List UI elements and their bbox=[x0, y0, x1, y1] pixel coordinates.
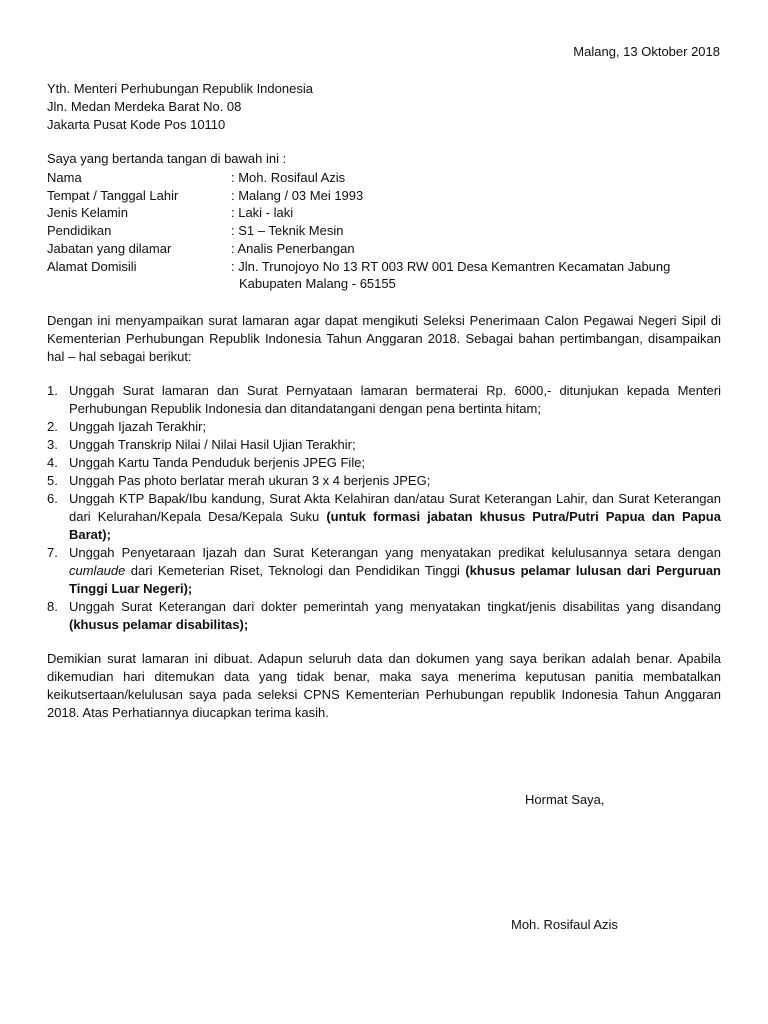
intro-line: Saya yang bertanda tangan di bawah ini : bbox=[47, 151, 287, 166]
list-text-italic: cumlaude bbox=[69, 563, 126, 578]
list-number: 4. bbox=[47, 455, 58, 470]
field-row-pendidikan bbox=[47, 222, 727, 240]
list-item bbox=[47, 418, 721, 436]
list-text-bold: (khusus pelamar lulusan dari Perguruan Tinggi Luar Negeri); bbox=[69, 563, 721, 596]
field-label: Jenis Kelamin bbox=[47, 205, 128, 221]
list-item bbox=[47, 598, 721, 634]
list-text-bold: (untuk formasi jabatan khusus Putra/Putri Papua dan Papua Barat); bbox=[69, 509, 721, 542]
list-text-plain: Unggah Surat Keterangan dari dokter pemerintah yang menyatakan tingkat/jenis disabilitas yang disandang bbox=[69, 599, 721, 614]
field-value: : Laki - laki bbox=[231, 205, 294, 221]
field-value: : Jln. Trunojoyo No 13 RT 003 RW 001 Desa Kemantren Kecamatan Jabung bbox=[231, 258, 671, 274]
field-value: : S1 – Teknik Mesin bbox=[231, 223, 344, 239]
list-text: Unggah Kartu Tanda Penduduk berjenis JPEG File; bbox=[69, 455, 366, 470]
list-item bbox=[47, 472, 721, 490]
list-number: 7. bbox=[47, 545, 58, 560]
field-row-nama bbox=[47, 169, 727, 187]
letter-date: Malang, 13 Oktober 2018 bbox=[573, 44, 720, 59]
list-item bbox=[47, 454, 721, 472]
requirements-list bbox=[47, 382, 721, 634]
field-label: Jabatan yang dilamar bbox=[47, 240, 172, 256]
list-text bbox=[69, 598, 721, 634]
field-row-jabatan bbox=[47, 240, 727, 258]
field-label: Alamat Domisili bbox=[47, 258, 137, 274]
field-value: : Moh. Rosifaul Azis bbox=[231, 170, 346, 185]
list-text bbox=[69, 544, 721, 598]
list-text-bold: (khusus pelamar disabilitas); bbox=[69, 617, 249, 632]
field-value: : Malang / 03 Mei 1993 bbox=[231, 187, 364, 203]
recipient-line: Jakarta Pusat Kode Pos 10110 bbox=[47, 117, 226, 132]
recipient-line: Yth. Menteri Perhubungan Republik Indonesia bbox=[47, 81, 313, 96]
list-text: Unggah Pas photo berlatar merah ukuran 3 x 4 berjenis JPEG; bbox=[69, 473, 431, 488]
opening-paragraph: Dengan ini menyampaikan surat lamaran agar dapat mengikuti Seleksi Penerimaan Calon Pegawai Negeri Sipil di Kementerian Perhubungan Republik Indonesia Tahun Anggaran 2018. Sebagai bahan pertimbangan, disampaikan hal – hal sebagai berikut: bbox=[47, 313, 721, 364]
field-value-continued: Kabupaten Malang - 65155 bbox=[239, 276, 396, 292]
applicant-fields bbox=[47, 169, 727, 293]
list-number: 5. bbox=[47, 473, 58, 488]
list-item bbox=[47, 490, 721, 544]
closing-salutation: Hormat Saya, bbox=[525, 792, 605, 807]
list-item bbox=[47, 382, 721, 418]
recipient-address bbox=[47, 80, 313, 134]
list-item bbox=[47, 544, 721, 598]
field-row-jenis-kelamin bbox=[47, 204, 727, 222]
list-item bbox=[47, 436, 721, 454]
list-text: Unggah Transkrip Nilai / Nilai Hasil Ujian Terakhir; bbox=[69, 437, 356, 452]
list-text-plain: Unggah Penyetaraan Ijazah dan Surat Keterangan yang menyatakan predikat kelulusannya setara dengan bbox=[69, 545, 721, 560]
closing-paragraph: Demikian surat lamaran ini dibuat. Adapun seluruh data dan dokumen yang saya berikan adalah benar. Apabila dikemudian hari ditemukan data yang tidak benar, maka saya menerima keputusan panitia membatalkan keikutsertaan/kelulusan saya pada seleksi CPNS Kementerian Perhubungan republik Indonesia Tahun Anggaran 2018. Atas Perhatiannya diucapkan terima kasih. bbox=[47, 651, 721, 720]
list-text: Unggah Surat lamaran dan Surat Pernyataan lamaran bermaterai Rp. 6000,- ditunjukan kepada Menteri Perhubungan Republik Indonesia dan ditandatangani dengan pena bertinta hitam; bbox=[69, 383, 721, 416]
list-number: 1. bbox=[47, 383, 58, 398]
list-number: 3. bbox=[47, 437, 58, 452]
list-text-plain: dari Kemeterian Riset, Teknologi dan Pendidikan Tinggi bbox=[130, 563, 460, 578]
list-number: 6. bbox=[47, 491, 58, 506]
field-value: : Analis Penerbangan bbox=[231, 240, 355, 256]
field-label: Tempat / Tanggal Lahir bbox=[47, 187, 179, 203]
field-label: Pendidikan bbox=[47, 223, 112, 239]
list-number: 2. bbox=[47, 419, 58, 434]
list-text-plain: Unggah KTP Bapak/Ibu kandung, Surat Akta Kelahiran dan/atau Surat Keterangan Lahir, dan Surat Keterangan dari Kelurahan/Kepala Desa/Kepala Suku bbox=[69, 491, 721, 524]
list-number: 8. bbox=[47, 599, 58, 614]
list-text bbox=[69, 490, 721, 544]
field-value-group bbox=[231, 258, 727, 293]
field-row-alamat bbox=[47, 258, 727, 293]
recipient-line: Jln. Medan Merdeka Barat No. 08 bbox=[47, 99, 242, 114]
list-text: Unggah Ijazah Terakhir; bbox=[69, 419, 207, 434]
signer-name: Moh. Rosifaul Azis bbox=[511, 917, 618, 932]
field-row-ttl bbox=[47, 187, 727, 205]
field-label: Nama bbox=[47, 170, 82, 185]
